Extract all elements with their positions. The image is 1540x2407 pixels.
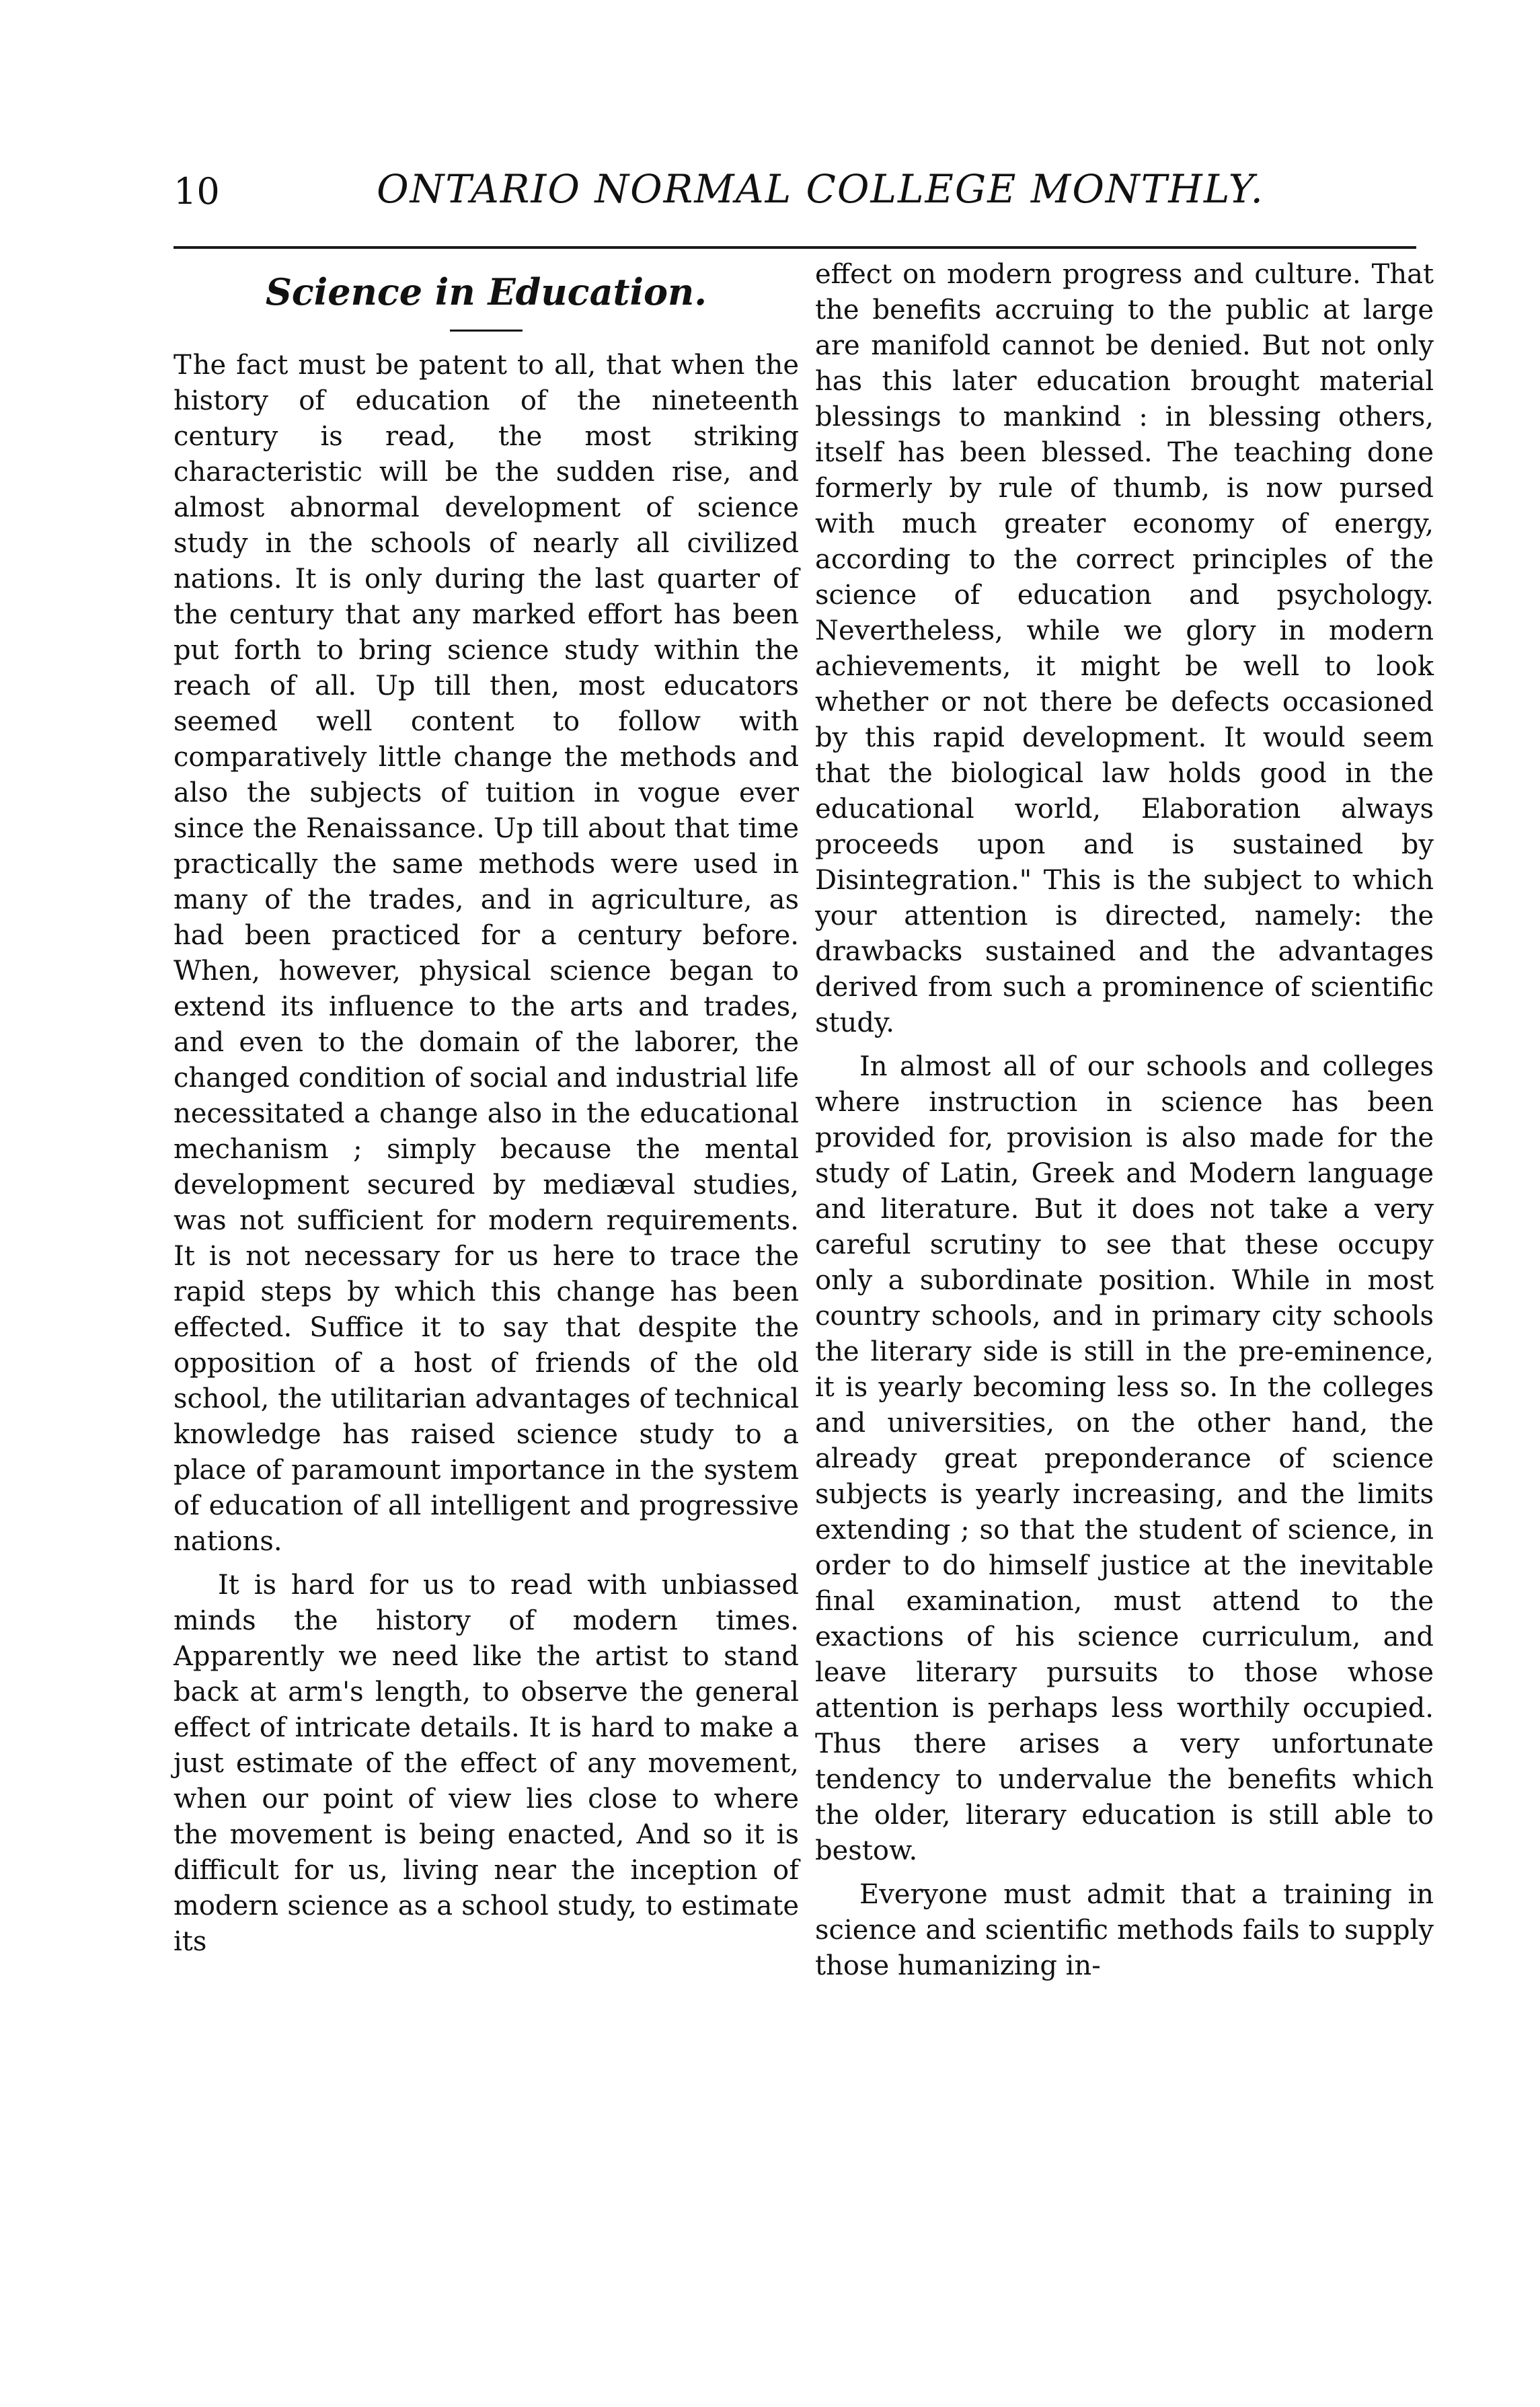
left-paragraph-2: It is hard for us to read with unbiassed minds the history of modern times. Apparently we need like the artist to stand back at arm's length, to observe the general effect of intricate details. It is hard to make a just estimate of the effect of any movement, when our point of view lies close to where the movement is being enacted, And so it is difficult for us, living near the inception of modern science as a school study, to estimate its (174, 1570, 799, 1957)
right-paragraph-1: effect on modern progress and culture. That the benefits accruing to the public at large are manifold cannot be denied. But not only has this later education brought material blessings to mankind : in blessing others, itself has been blessed. The teaching done formerly by rule of thumb, is now pursed with much greater economy of energy, according to the correct principles of the science of education and psychology. Nevertheless, while we glory in modern achievements, it might be well to look whether or not there be defects occasioned by this rapid development. It would seem that the biological law holds good in the educational world, Elaboration always proceeds upon and is sustained by Disintegration." This is the subject to which your attention is directed, namely: the drawbacks sustained and the advantages derived from such a prominence of scientific study. (815, 259, 1434, 1038)
left-paragraph-1-text: he fact must be patent to all, that when the history of education of the nineteenth century is read, the most striking characteristic will be the sudden rise, and almost abnormal development of science study in the schools of nearly all civilized nations. It is only during the last quarter of the century that any marked effort has been put forth to bring science study within the reach of all. Up till then, most educators seemed well content to follow with comparatively little change the methods and also the subjects of tuition in vogue ever since the Renaissance. Up till about that time practically the same methods were used in many of the trades, and in agriculture, as had been practiced for a century before. When, however, physical science began to extend its influence to the arts and trades, and even to the domain of the laborer, the changed condition of social and industrial life necessitated a change also in the educational mechanism ; simply because the mental development secured by mediæval studies, was not sufficient for modern requirements. It is not necessary for us here to trace the rapid steps by which this change has been effected. Suffice it to say that despite the opposition of a host of friends of the old school, the utilitarian advantages of technical knowledge has raised science study to a place of paramount importance in the system of education of all intelligent and progressive nations. (174, 350, 799, 1557)
title-rule (450, 330, 523, 332)
right-paragraph-2: In almost all of our schools and colleges where instruction in science has been provided for, provision is also made for the study of Latin, Greek and Modern language and literature. But it does not take a very careful scrutiny to see that these occupy only a subordinate position. While in most country schools, and in primary city schools the literary side is still in the pre-eminence, it is yearly becoming less so. In the colleges and universities, on the other hand, the already great preponderance of science subjects is yearly increasing, and the limits extending ; so that the student of science, in order to do himself justice at the inevitable final examination, must attend to the exactions of his science curriculum, and leave literary pursuits to those whose attention is perhaps less worthily occupied. Thus there arises a very unfortunate tendency to undervalue the benefits which the older, literary education is still able to bestow. (815, 1051, 1434, 1866)
article-title: Science in Education. (265, 270, 707, 313)
left-column (174, 266, 799, 1968)
left-paragraph-1 (174, 348, 799, 1560)
running-head: ONTARIO NORMAL COLLEGE MONTHLY. (377, 166, 1264, 212)
header-rule (174, 246, 1416, 249)
right-column (815, 257, 1434, 1992)
dropcap: T (174, 350, 193, 381)
page-number: 10 (174, 170, 220, 213)
right-paragraph-3: Everyone must admit that a training in science and scientific methods fails to supply those humanizing in- (815, 1879, 1434, 1981)
